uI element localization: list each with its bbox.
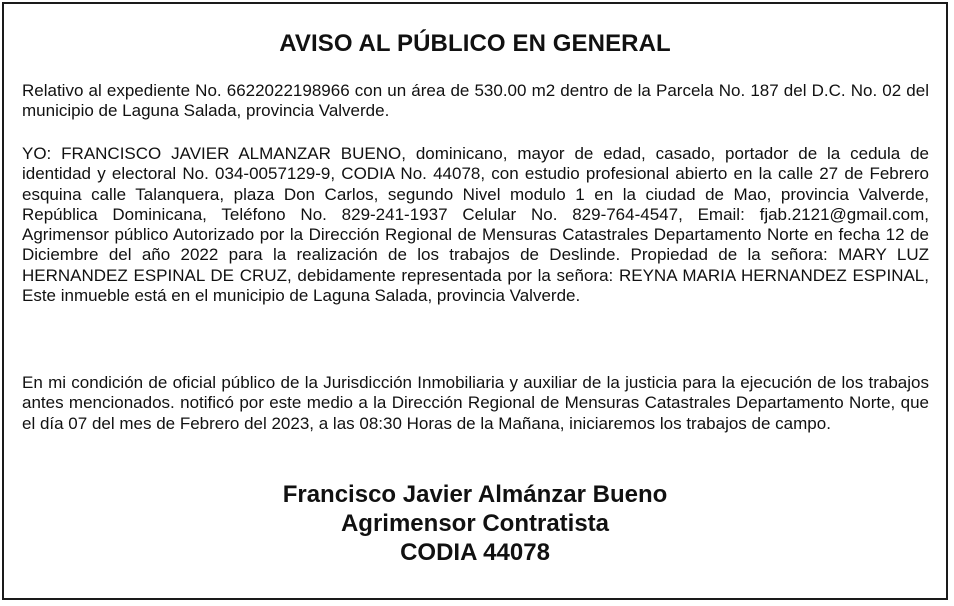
notice-paragraph-reference: Relativo al expediente No. 6622022198966 con un área de 530.00 m2 dentro de la Parcela No. 187 del D.C. No. 02 del municipio de Laguna Salada, provincia Valverde. <box>22 81 929 121</box>
notice-paragraph-schedule: En mi condición de oficial público de la Jurisdicción Inmobiliaria y auxiliar de la justicia para la ejecución de los trabajos antes mencionados. notificó por este medio a la Dirección Regional de Mensuras Catastrales Departamento Norte, que el día 07 del mes de Febrero del 2023, a las 08:30 Horas de la Mañana, iniciaremos los trabajos de campo. <box>22 373 929 433</box>
notice-border <box>2 2 948 600</box>
signature-block <box>4 480 946 567</box>
notice-paragraph-surveyor: YO: FRANCISCO JAVIER ALMANZAR BUENO, dominicano, mayor de edad, casado, portador de la cedula de identidad y electoral No. 034-0057129-9, CODIA No. 44078, con estudio profesional abierto en la calle 27 de Febrero esquina calle Talanquera, plaza Don Carlos, segundo Nivel modulo 1 en la ciudad de Mao, provincia Valverde, República Dominicana, Teléfono No. 829-241-1937 Celular No. 829-764-4547, Email: fjab.2121@gmail.com, Agrimensor público Autorizado por la Dirección Regional de Mensuras Catastrales Departamento Norte en fecha 12 de Diciembre del año 2022 para la realización de los trabajos de Deslinde. Propiedad de la señora: MARY LUZ HERNANDEZ ESPINAL DE CRUZ, debidamente representada por la señora: REYNA MARIA HERNANDEZ ESPINAL, Este inmueble está en el municipio de Laguna Salada, provincia Valverde. <box>22 144 929 306</box>
signature-codia: CODIA 44078 <box>400 539 550 566</box>
signature-name: Francisco Javier Almánzar Bueno <box>282 481 668 508</box>
signature-role: Agrimensor Contratista <box>340 510 610 537</box>
notice-title: AVISO AL PÚBLICO EN GENERAL <box>279 30 671 57</box>
